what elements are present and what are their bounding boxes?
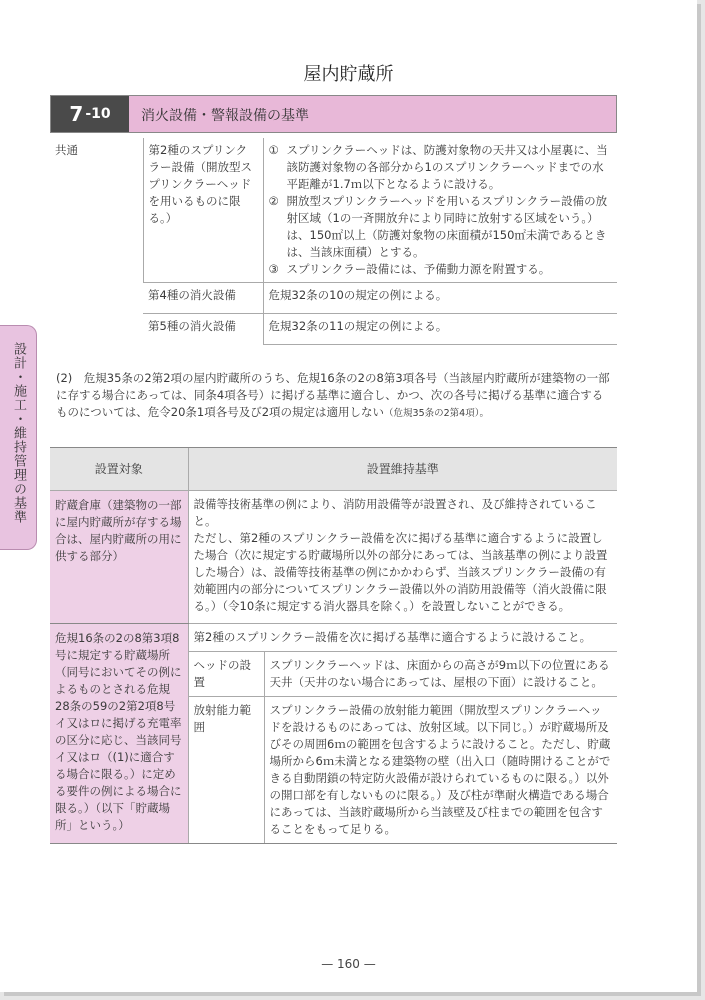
row-label: 第4種の消火設備: [148, 288, 236, 302]
row-text: 危規32条の11の規定の例による。: [268, 319, 448, 333]
subrow-content-cell: [264, 652, 617, 697]
row-label-cell: [143, 138, 263, 283]
list-item: [269, 193, 613, 261]
section-number: [51, 96, 129, 132]
section-number-sub: -10: [85, 106, 111, 122]
target-text: 貯蔵倉庫（建築物の一部に屋内貯蔵所が存する場合は、屋内貯蔵所の用に供する部分）: [55, 498, 182, 563]
table-header-row: [50, 448, 617, 491]
common-category-cell: [50, 138, 143, 344]
list-marker: ①: [268, 143, 279, 157]
standard-cell: [188, 491, 617, 624]
subrow-text: スプリンクラーヘッドは、床面からの高さが9ｍ以下の位置にある天井（天井のない場合にあっては、屋根の下面）に設けること。: [269, 658, 610, 689]
list-text: スプリンクラーヘッドは、防護対象物の天井又は小屋裏に、当該防護対象物の各部分から1のスプリンクラーヘッドまでの水平距離が1.7ｍ以下となるように設ける。: [286, 143, 608, 191]
list-text: スプリンクラー設備には、予備動力源を附置する。: [286, 262, 551, 276]
target-text: 危規16条の2の8第3項8号に規定する貯蔵場所（同号においてその例によるものとされる危規28条の59の2第2項8号イ又はロに掲げる充電率の区分に応じ、当該同号イ又はロ（(1)に適合する場合に限る。）に定める要件の例による場合に限る。）（以下「貯蔵場所」という。）: [55, 631, 182, 832]
list-marker: ②: [268, 194, 279, 208]
section-number-main: 7: [69, 102, 84, 126]
page-number: — 160 —: [321, 957, 376, 971]
list-item: [269, 142, 613, 193]
chapter-side-tab-label: 設計・施工・維持管理の基準: [11, 342, 26, 524]
table-row: [50, 624, 617, 652]
paragraph-2-text: (2) 危規35条の2第2項の屋内貯蔵所のうち、危規16条の2の8第3項各号（当該屋内貯蔵所が建築物の一部に存する場合にあっては、同条4項各号）に掲げる基準に適合し、かつ、次の各号に掲げる基準に適合するものについては、危令20条1項各号及び2項の規定は適用しない: [56, 371, 610, 419]
paragraph-2: [56, 370, 612, 422]
paragraph-2-reference: （危規35条の2第4項）。: [384, 408, 489, 419]
standard-intro-cell: [188, 624, 617, 652]
subrow-label: ヘッドの設置: [193, 658, 251, 689]
row-label: 第5種の消火設備: [148, 319, 236, 333]
row-content-cell: [263, 314, 617, 345]
table-row: [50, 491, 617, 624]
target-cell: [50, 624, 188, 844]
subrow-label-cell: [188, 652, 264, 697]
common-category-label: 共通: [55, 143, 78, 157]
list-text: 開放型スプリンクラーヘッドを用いるスプリンクラー設備の放射区域（1の一斉開放弁により同時に放射する区域をいう。）は、150㎡以上（防護対象物の床面積が150㎡未満であるときは、当該床面積）とする。: [286, 194, 608, 259]
maintenance-standards-table: [50, 447, 617, 844]
common-standards-table: [50, 138, 617, 345]
row-content-cell: [263, 283, 617, 314]
subrow-label-cell: [188, 697, 264, 844]
row-text: 危規32条の10の規定の例による。: [268, 288, 448, 302]
list-marker: ③: [268, 262, 279, 276]
subrow-text: スプリンクラー設備の放射能力範囲（開放型スプリンクラーヘッドを設けるものにあっては、放射区域。以下同じ。）が貯蔵場所及びその周囲6ｍの範囲を包含するように設けること。ただし、貯蔵場所から6ｍ未満となる建築物の壁（出入口（随時開けることができる自動閉鎖の特定防火設備が設けられているものに限る。）以外の開口部を有しないものに限る。）及び柱が準耐火構造である場合にあっては、当該貯蔵場所から当該壁及び柱までの範囲を包含することをもって足りる。: [269, 703, 611, 836]
header-standard: 設置維持基準: [188, 448, 617, 491]
row-label-cell: [143, 314, 263, 345]
chapter-side-tab[interactable]: [0, 325, 37, 550]
row-content-cell: [263, 138, 617, 283]
section-header: [50, 95, 617, 133]
subrow-content-cell: [264, 697, 617, 844]
table-row: [50, 138, 617, 283]
row-label-cell: [143, 283, 263, 314]
page-title: 屋内貯蔵所: [303, 64, 394, 85]
row-label: 第2種のスプリンクラー設備（開放型スプリンクラーヘッドを用いるものに限る。）: [148, 143, 252, 225]
standard-text: 設備等技術基準の例により、消防用設備等が設置され、及び維持されていること。 ただし、第2種のスプリンクラー設備を次に掲げる基準に適合するように設置した場合（次に規定する貯蔵場所以外の部分にあっては、当該基準の例により設置した場合）は、設備等技術基準の例にかかわらず、当該スプリンクラー設備の有効範囲内の部分についてスプリンクラー設備以外の消防用設備等（消火設備に限る。）（令10条に規定する消火器具を除く。）を設置しないことができる。: [193, 497, 608, 613]
list-item: [269, 261, 613, 278]
standard-intro-text: 第2種のスプリンクラー設備を次に掲げる基準に適合するように設けること。: [193, 630, 592, 644]
header-target: 設置対象: [50, 448, 188, 491]
subrow-label: 放射能力範囲: [193, 703, 251, 734]
section-title: 消火設備・警報設備の基準: [141, 108, 309, 124]
target-cell: [50, 491, 188, 624]
